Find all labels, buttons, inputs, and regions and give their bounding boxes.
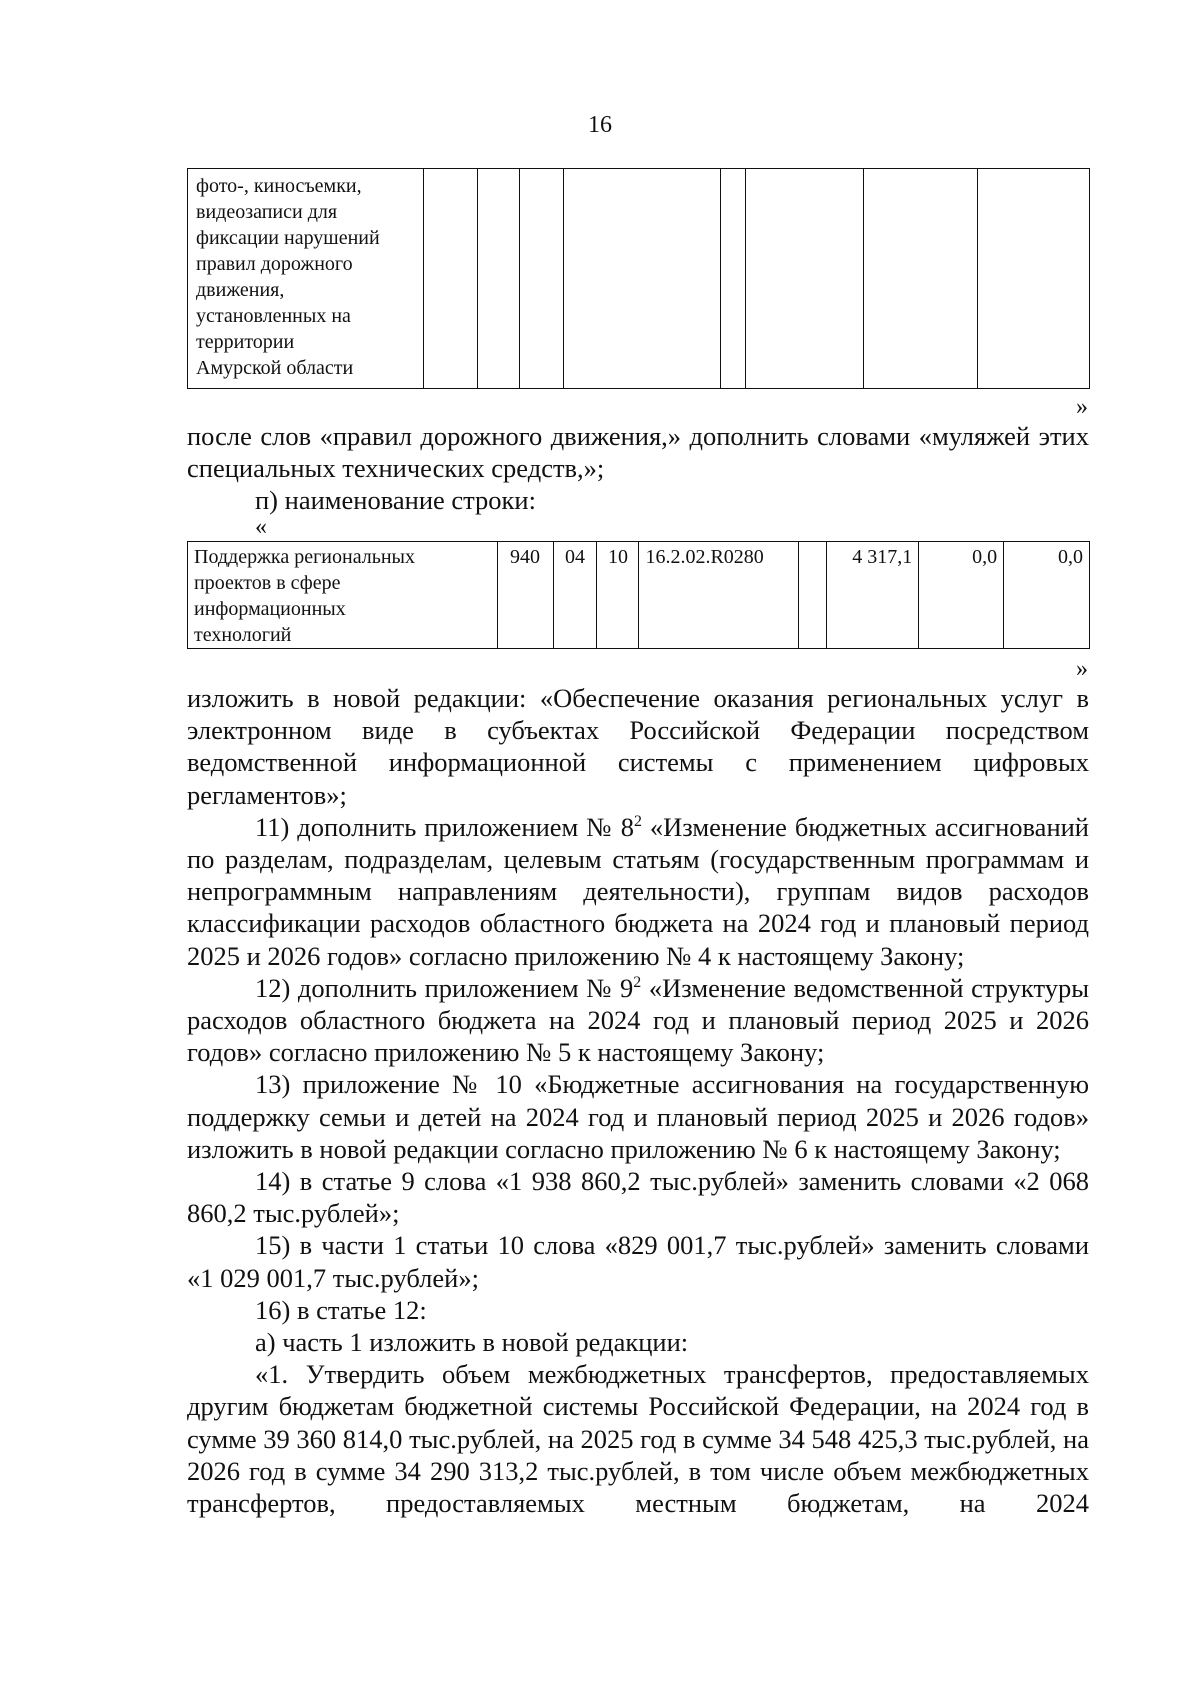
table-row — [188, 542, 1090, 649]
table-cell-section: 04 — [553, 542, 597, 649]
name-line: правил дорожного — [196, 253, 353, 275]
name-line: Поддержка региональных — [194, 546, 415, 568]
name-line: технологий — [194, 624, 292, 646]
name-line: территории — [196, 331, 295, 353]
paragraph-item-14: 14) в статье 9 слова «1 938 860,2 тыс.рублей» заменить словами «2 068 860,2 тыс.рублей»; — [187, 1166, 1089, 1229]
name-line: информационных — [194, 598, 346, 620]
item-text: 12) дополнить приложением № 9 — [255, 972, 634, 1003]
close-quote: » — [1076, 394, 1088, 420]
item-text: «Изменение бюджетных ассигнований по разделам, подразделам, целевым статьям (государственным программам и непрограммным направлениям деятельности), группам видов расходов классификации расходов областного бюджета на 2024 год и плановый период 2025 и 2026 годов» согласно приложению № 4 к настоящему Закону; — [187, 811, 1089, 971]
budget-table-continuation — [187, 168, 1090, 389]
table-cell-subsection: 10 — [597, 542, 639, 649]
paragraph-item-p: п) наименование строки: — [255, 485, 536, 516]
table-cell — [978, 169, 1090, 389]
item-text: «Изменение ведомственной структуры расходов областного бюджета на 2024 год и плановый период 2025 и 2026 годов» согласно приложению № 5 к настоящему Закону; — [187, 972, 1089, 1068]
table-cell — [423, 169, 477, 389]
table-cell-2026: 0,0 — [1004, 542, 1090, 649]
table-cell — [477, 169, 519, 389]
paragraph-item-16a-text: «1. Утвердить объем межбюджетных трансфертов, предоставляемых другим бюджетам бюджетной системы Российской Федерации, на 2024 год в сумме 39 360 814,0 тыс.рублей, на 2025 год в сумме 34 548 425,3 тыс.рублей, на 2026 год в сумме 34 290 313,2 тыс.рублей, в том числе объем межбюджетных трансфертов, предоставляемых местным бюджетам, на 2024 — [187, 1359, 1089, 1519]
close-quote: » — [1076, 656, 1088, 682]
table-cell-name — [188, 169, 424, 389]
paragraph-item-15: 15) в части 1 статьи 10 слова «829 001,7 тыс.рублей» заменить словами «1 029 001,7 тыс.рублей»; — [187, 1230, 1089, 1293]
item-text: 11) дополнить приложением № 8 — [255, 811, 634, 842]
table-cell — [519, 169, 563, 389]
paragraph-item-16a: а) часть 1 изложить в новой редакции: — [255, 1327, 689, 1358]
table-cell — [721, 169, 746, 389]
table-cell — [864, 169, 978, 389]
open-quote: « — [255, 514, 267, 540]
superscript: 2 — [633, 812, 642, 830]
text-after-table-1 — [187, 420, 1089, 517]
name-line: видеозаписи для — [196, 201, 338, 223]
name-line: фото-, киносъемки, — [196, 175, 362, 197]
table-cell — [746, 169, 864, 389]
name-line: движения, — [196, 279, 285, 301]
paragraph-item-16: 16) в статье 12: — [255, 1294, 427, 1325]
table-row — [188, 169, 1090, 389]
paragraph-item-12 — [187, 972, 1089, 1069]
table-cell-2024: 4 317,1 — [827, 542, 919, 649]
paragraph: после слов «правил дорожного движения,» дополнить словами «муляжей этих специальных технических средств,»; — [187, 421, 1089, 484]
name-line: фиксации нарушений — [196, 227, 380, 249]
table-cell-target-article: 16.2.02.R0280 — [639, 542, 799, 649]
page-number: 16 — [588, 112, 612, 138]
table-cell-expense-type — [799, 542, 827, 649]
table-cell-2025: 0,0 — [919, 542, 1004, 649]
main-text — [187, 682, 1089, 1519]
name-line: проектов в сфере — [194, 572, 341, 594]
table-cell — [563, 169, 721, 389]
paragraph-item-11 — [187, 811, 1089, 972]
table-cell-name — [188, 542, 498, 649]
name-line: Амурской области — [196, 357, 354, 379]
paragraph: изложить в новой редакции: «Обеспечение оказания региональных услуг в электронном виде в субъектах Российской Федерации посредством ведомственной информационной системы с применением цифровых регламентов»; — [187, 683, 1089, 810]
paragraph-item-13: 13) приложение № 10 «Бюджетные ассигнования на государственную поддержку семьи и детей на 2024 год и плановый период 2025 и 2026 годов» изложить в новой редакции согласно приложению № 6 к настоящему Закону; — [187, 1069, 1089, 1164]
table-cell-ministry-code: 940 — [497, 542, 553, 649]
budget-table-row — [187, 541, 1090, 649]
superscript: 2 — [633, 974, 642, 991]
name-line: установленных на — [196, 305, 351, 327]
